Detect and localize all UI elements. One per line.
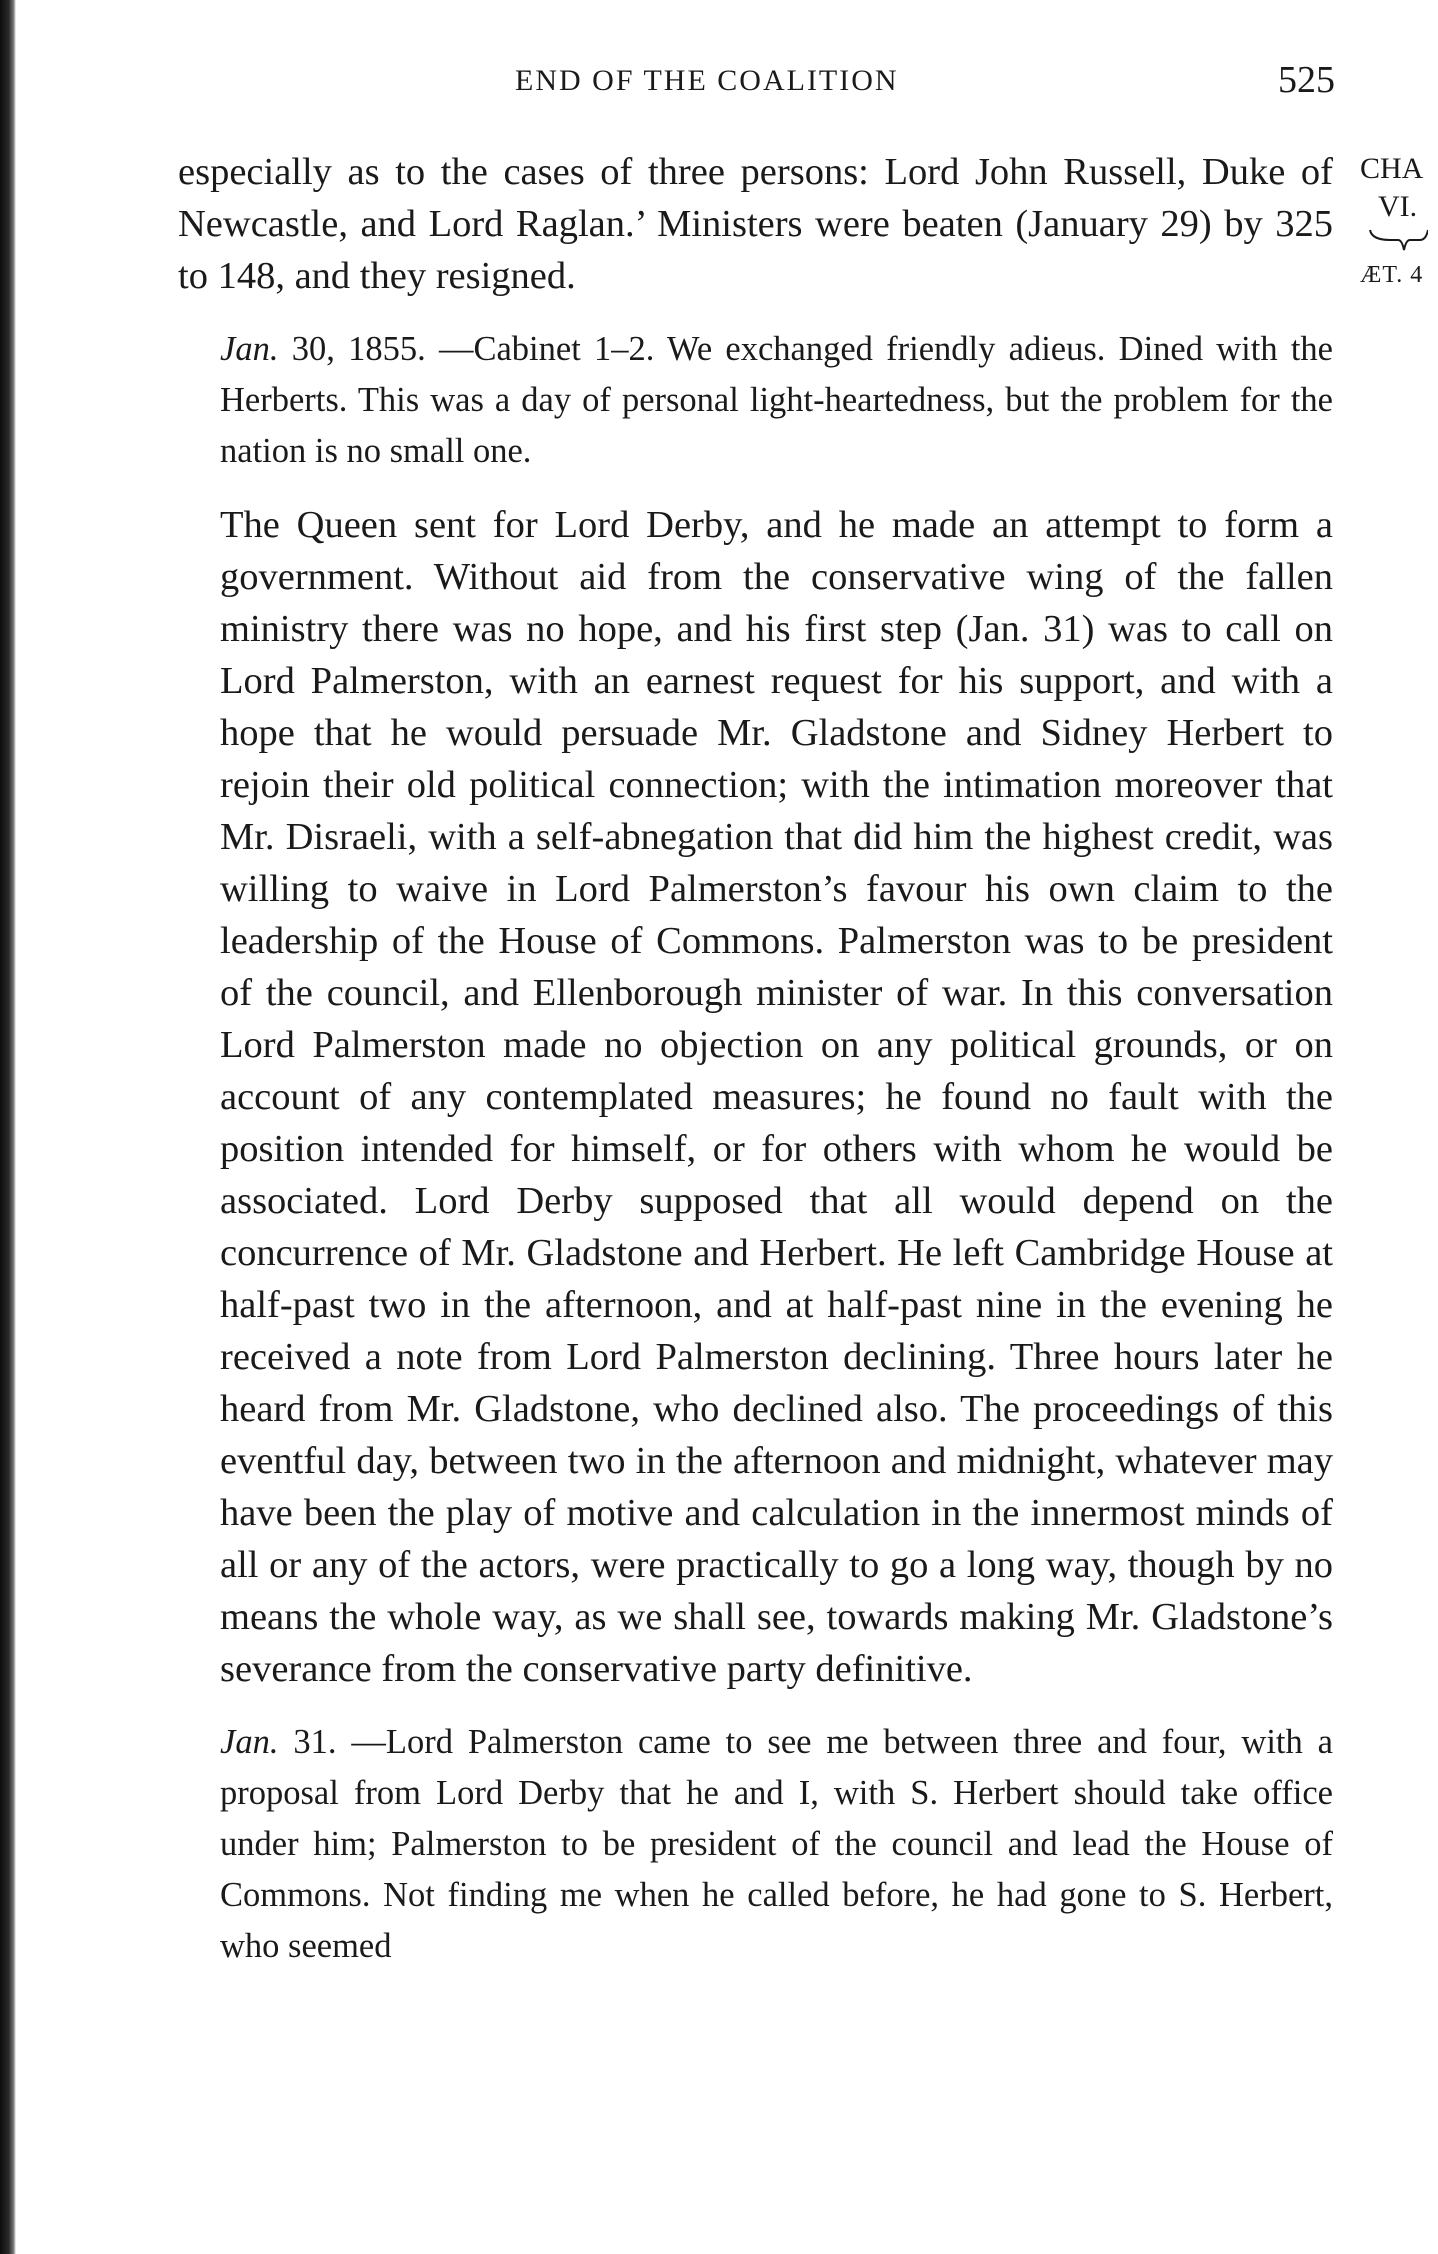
page-number: 525	[1278, 59, 1335, 101]
paragraph-gap	[178, 477, 1333, 499]
margin-chapter-number: VI.	[1378, 190, 1418, 223]
diary-entry-jan-30	[178, 324, 1333, 477]
diary-date: Jan.	[220, 330, 279, 368]
brace-icon	[1360, 226, 1438, 256]
paragraph-gap	[178, 1695, 1333, 1717]
running-title: END OF THE COALITION	[515, 64, 899, 97]
page-header	[175, 58, 1335, 108]
diary-entry-jan-31	[178, 1717, 1333, 1972]
diary-text: 30, 1855. —Cabinet 1–2. We exchanged friendly adieus. Dined with the Herberts. This was a day of personal light-heartedness, but the problem for the nation is no small one.	[220, 330, 1333, 470]
body-text	[178, 146, 1333, 1972]
diary-date: Jan.	[220, 1723, 279, 1761]
binding-shadow	[0, 0, 16, 2254]
margin-chapter: CHA	[1360, 152, 1424, 185]
margin-age: ÆT. 4	[1360, 262, 1424, 288]
diary-text: 31. —Lord Palmerston came to see me between three and four, with a proposal from Lord Derby that he and I, with S. Herbert should take office under him; Palmerston to be president of the council and lead the House of Commons. Not finding me when he called before, he had gone to S. Herbert, who seemed	[220, 1723, 1333, 1965]
paragraph-3: The Queen sent for Lord Derby, and he made an attempt to form a government. Without aid from the conservative wing of the fallen ministry there was no hope, and his first step (Jan. 31) was to call on Lord Palmerston, with an earnest request for his support, and with a hope that he would persuade Mr. Gladstone and Sidney Herbert to rejoin their old political connection; with the intimation moreover that Mr. Disraeli, with a self-abnegation that did him the highest credit, was willing to waive in Lord Palmerston’s favour his own claim to the leadership of the House of Commons. Palmerston was to be president of the council, and Ellenborough minister of war. In this conversation Lord Palmerston made no objection on any political grounds, or on account of any contemplated measures; he found no fault with the position intended for himself, or for others with whom he would be associated. Lord Derby supposed that all would depend on the concurrence of Mr. Gladstone and Herbert. He left Cambridge House at half-past two in the afternoon, and at half-past nine in the evening he received a note from Lord Palmerston declining. Three hours later he heard from Mr. Gladstone, who declined also. The proceedings of this eventful day, between two in the afternoon and midnight, whatever may have been the play of motive and calculation in the innermost minds of all or any of the actors, were practically to go a long way, though by no means the whole way, as we shall see, towards making Mr. Gladstone’s severance from the conservative party definitive.	[220, 504, 1333, 1690]
paragraph-1: especially as to the cases of three persons: Lord John Russell, Duke of Newcastle, and Lord Raglan.’ Ministers were beaten (January 29) by 325 to 148, and they resigned.	[178, 151, 1333, 297]
margin-note	[1360, 150, 1438, 294]
paragraph-gap	[178, 302, 1333, 324]
